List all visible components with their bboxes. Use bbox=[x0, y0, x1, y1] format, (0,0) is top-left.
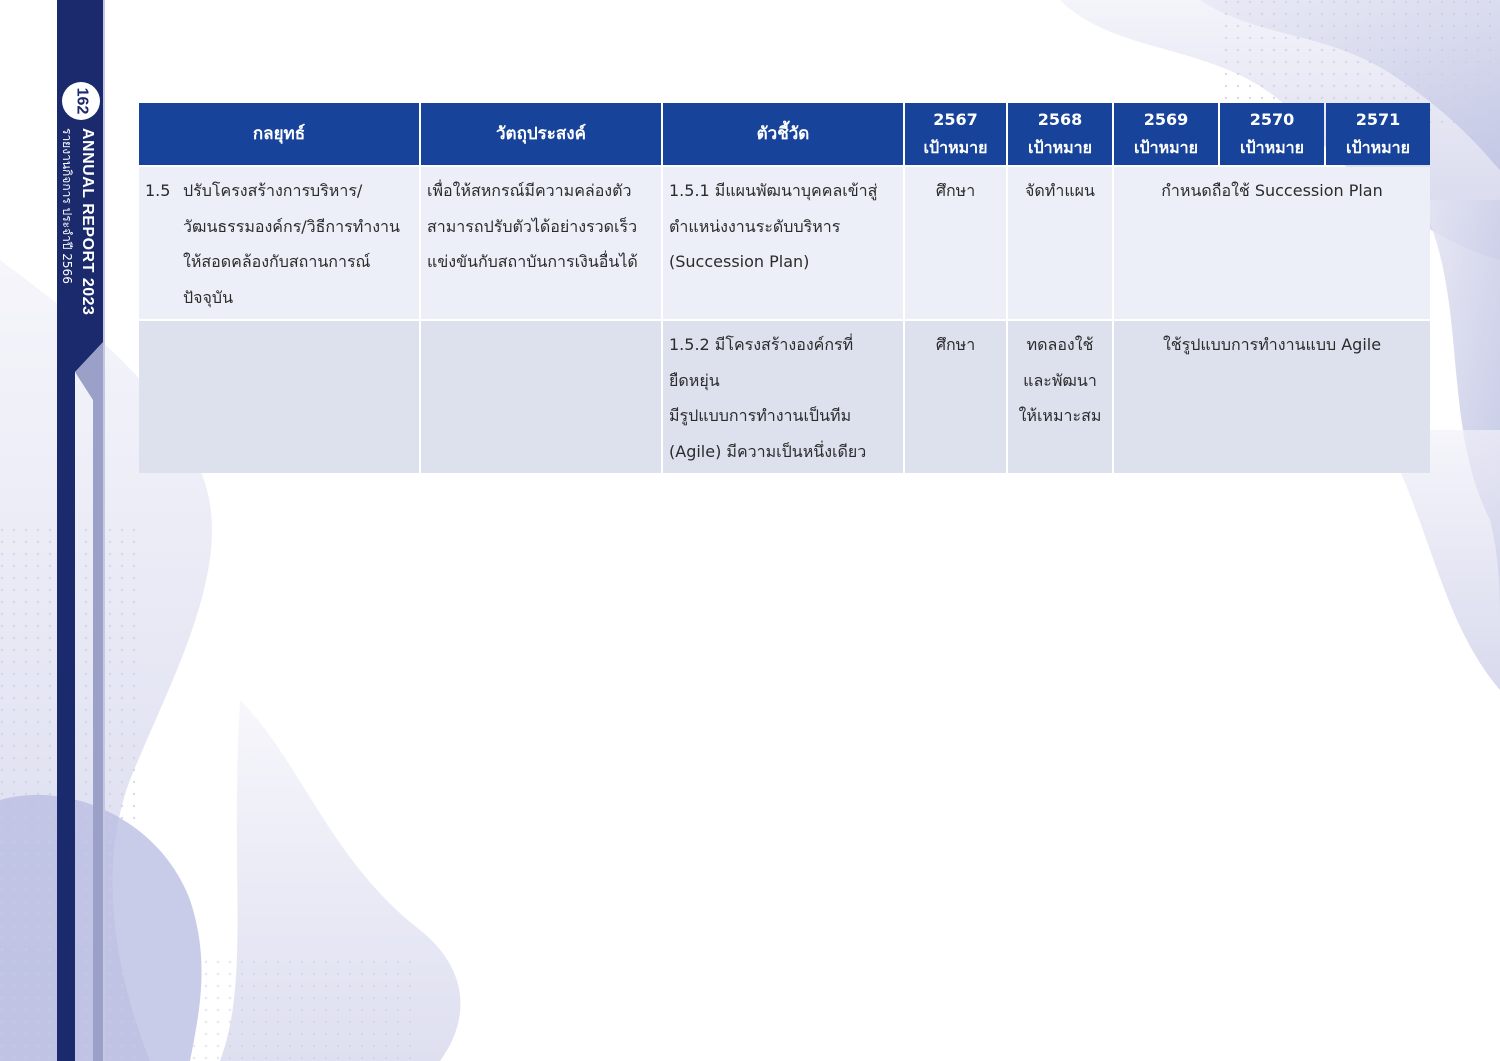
header-objective: วัตถุประสงค์ bbox=[421, 103, 661, 165]
table-row bbox=[139, 167, 1430, 319]
cell-2567: ศึกษา bbox=[905, 321, 1006, 473]
header-year: 2571 bbox=[1355, 110, 1401, 129]
strategy-line: ปัจจุบัน bbox=[183, 287, 233, 307]
strategy-table bbox=[137, 101, 1432, 475]
indicator-line: ตำแหน่งงานระดับบริหาร bbox=[669, 216, 841, 236]
header-year-2570 bbox=[1220, 103, 1324, 165]
cell-2568 bbox=[1008, 321, 1112, 473]
cell-2569-2571: กำหนดถือใช้ Succession Plan bbox=[1114, 167, 1430, 319]
header-year: 2569 bbox=[1143, 110, 1189, 129]
objective-line: สามารถปรับตัวได้อย่างรวดเร็ว bbox=[427, 216, 638, 236]
header-target: เป้าหมาย bbox=[923, 138, 988, 157]
report-title: ANNUAL REPORT 2023 bbox=[79, 128, 96, 316]
cell-indicator bbox=[663, 167, 903, 319]
strategy-table-container bbox=[137, 101, 1426, 475]
header-strategy: กลยุทธ์ bbox=[139, 103, 419, 165]
page-number-badge bbox=[62, 82, 100, 120]
cell-objective-empty bbox=[421, 321, 661, 473]
header-target: เป้าหมาย bbox=[1133, 138, 1199, 157]
strategy-line: ปรับโครงสร้างการบริหาร/ bbox=[183, 181, 363, 200]
strategy-line: ให้สอดคล้องกับสถานการณ์ bbox=[183, 252, 371, 271]
report-subtitle: รายงานกิจการ ประจำปี 2566 bbox=[60, 128, 74, 284]
header-year: 2570 bbox=[1249, 110, 1295, 129]
cell-2567: ศึกษา bbox=[905, 167, 1006, 319]
page-number: 162 bbox=[72, 87, 90, 115]
cell-2569-2571: ใช้รูปแบบการทำงานแบบ Agile bbox=[1114, 321, 1430, 473]
objective-line: แข่งขันกับสถาบันการเงินอื่นได้ bbox=[427, 252, 638, 271]
header-year: 2567 bbox=[933, 110, 978, 129]
strategy-number: 1.5 bbox=[145, 181, 171, 200]
strategy-line: วัฒนธรรมองค์กร/วิธีการทำงาน bbox=[183, 216, 400, 236]
header-year-2571 bbox=[1326, 103, 1430, 165]
header-target: เป้าหมาย bbox=[1239, 138, 1305, 157]
indicator-line: 1.5.2 มีโครงสร้างองค์กรที่ยืดหยุ่น bbox=[669, 335, 854, 390]
indicator-line: มีรูปแบบการทำงานเป็นทีม bbox=[669, 406, 852, 425]
header-year-2567 bbox=[905, 103, 1006, 165]
header-year-2569 bbox=[1114, 103, 1218, 165]
cell-strategy-empty bbox=[139, 321, 419, 473]
header-target: เป้าหมาย bbox=[1345, 138, 1411, 157]
objective-line: เพื่อให้สหกรณ์มีความคล่องตัว bbox=[427, 181, 632, 200]
header-target: เป้าหมาย bbox=[1027, 138, 1093, 157]
cell-2568-line: ทดลองใช้ bbox=[1026, 335, 1094, 354]
table-row bbox=[139, 321, 1430, 473]
indicator-line: (Succession Plan) bbox=[669, 252, 810, 271]
table-header-row bbox=[139, 103, 1430, 165]
header-year-2568 bbox=[1008, 103, 1112, 165]
cell-2568-line: ให้เหมาะสม bbox=[1018, 406, 1102, 425]
header-year: 2568 bbox=[1037, 110, 1083, 129]
cell-strategy bbox=[139, 167, 419, 319]
indicator-line: (Agile) มีความเป็นหนึ่งเดียว bbox=[669, 441, 867, 461]
cell-indicator bbox=[663, 321, 903, 473]
cell-2568: จัดทำแผน bbox=[1008, 167, 1112, 319]
cell-objective bbox=[421, 167, 661, 319]
indicator-line: 1.5.1 มีแผนพัฒนาบุคคลเข้าสู่ bbox=[669, 181, 878, 200]
header-indicator: ตัวชี้วัด bbox=[663, 103, 903, 165]
cell-2568-line: และพัฒนา bbox=[1023, 370, 1097, 390]
